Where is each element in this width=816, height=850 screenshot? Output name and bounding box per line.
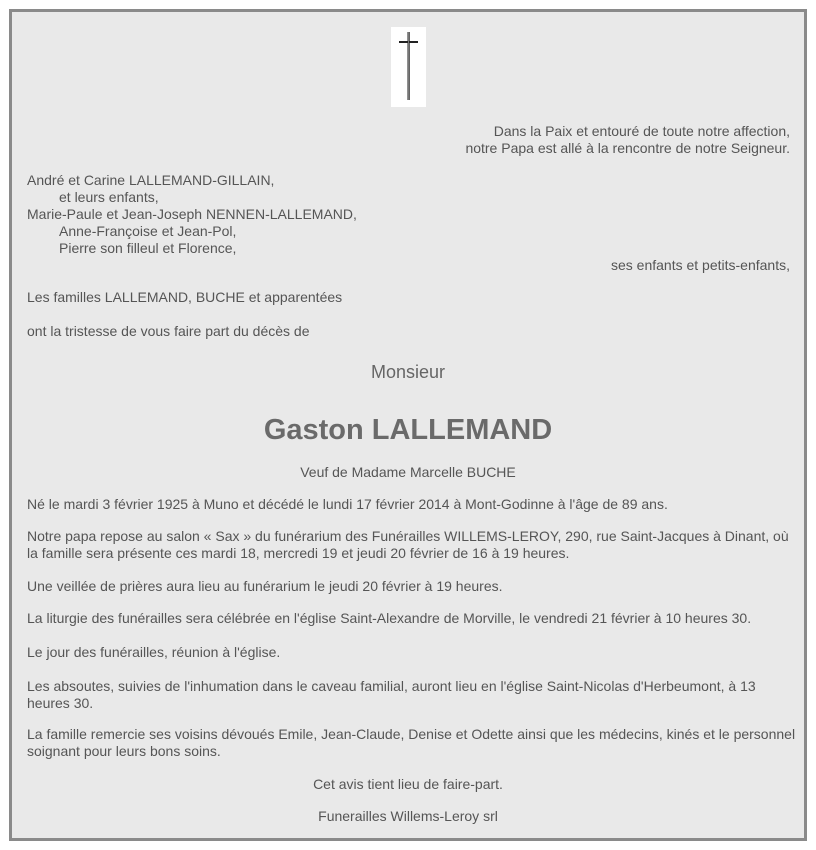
paragraph-birth: Né le mardi 3 février 1925 à Muno et décédé le lundi 17 février 2014 à Mont-Godinne à l'âge de 89 ans. [27, 496, 668, 512]
families-line: Les familles LALLEMAND, BUCHE et apparentées [27, 289, 343, 305]
paragraph-thanks: La famille remercie ses voisins dévoués Emile, Jean-Claude, Denise et Odette ainsi que les médecins, kinés et le personnel soignant pour leurs bons soins. [27, 726, 796, 759]
paragraph-liturgy: La liturgie des funérailles sera célébrée en l'église Saint-Alexandre de Morville, le vendredi 21 février à 10 heures 30. [27, 610, 752, 626]
intro-line-1: Dans la Paix et entouré de toute notre affection, [493, 123, 790, 139]
deceased-title: Monsieur [370, 362, 446, 382]
cross-frame [391, 27, 426, 107]
intro-line-2: notre Papa est allé à la rencontre de notre Seigneur. [465, 140, 790, 156]
cross-icon [391, 27, 426, 107]
announce-line: ont la tristesse de vous faire part du décès de [27, 323, 310, 339]
footer-notice: Cet avis tient lieu de faire-part. [313, 776, 503, 792]
deceased-name: Gaston LALLEMAND [263, 414, 553, 446]
family-line-5: Pierre son filleul et Florence, [59, 240, 237, 256]
family-line-2: et leurs enfants, [59, 189, 159, 205]
family-line-4: Anne-Françoise et Jean-Pol, [59, 223, 237, 239]
footer-company: Funerailles Willems-Leroy srl [318, 808, 498, 824]
family-line-1: André et Carine LALLEMAND-GILLAIN, [27, 172, 275, 188]
obituary-card [9, 9, 807, 841]
paragraph-rest: Notre papa repose au salon « Sax » du funérarium des Funérailles WILLEMS-LEROY, 290, rue Saint-Jacques à Dinant, où la famille sera présente ces mardi 18, mercredi 19 et jeudi 20 février de 16 à 19 heures. [27, 528, 789, 561]
children-label: ses enfants et petits-enfants, [611, 257, 790, 273]
paragraph-burial: Les absoutes, suivies de l'inhumation dans le caveau familial, auront lieu en l'église Saint-Nicolas d'Herbeumont, à 13 heures 30. [27, 678, 756, 711]
widow-line: Veuf de Madame Marcelle BUCHE [300, 464, 516, 480]
paragraph-vigil: Une veillée de prières aura lieu au funérarium le jeudi 20 février à 19 heures. [27, 578, 503, 594]
paragraph-meeting: Le jour des funérailles, réunion à l'église. [27, 644, 281, 660]
family-line-3: Marie-Paule et Jean-Joseph NENNEN-LALLEMAND, [27, 206, 357, 222]
